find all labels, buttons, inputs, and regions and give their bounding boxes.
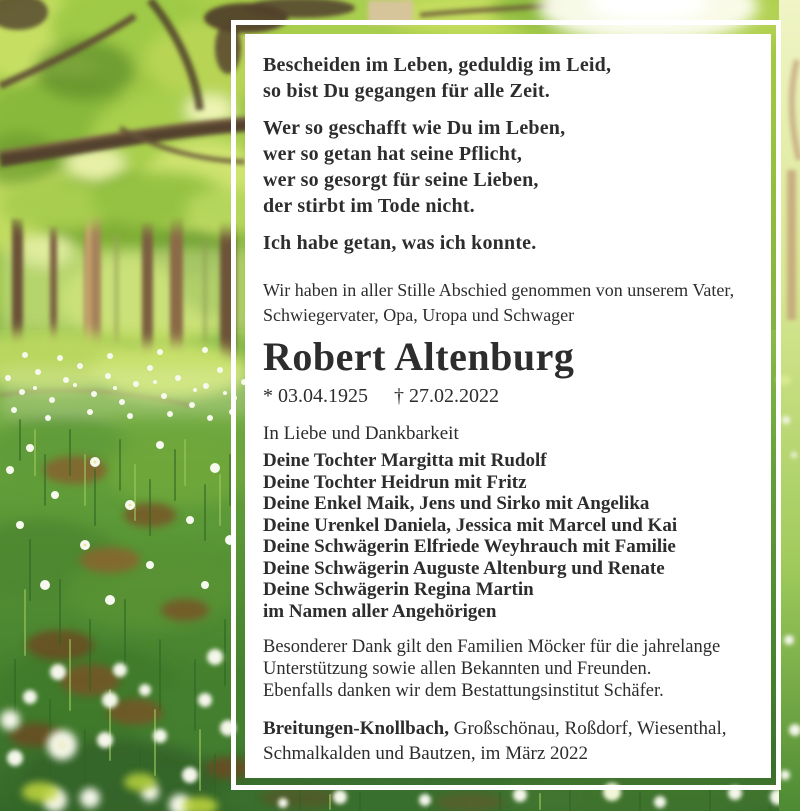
thanks-line: Unterstützung sowie allen Bekannten und Freunden. — [263, 659, 652, 679]
mourner-line: Deine Tochter Margitta mit Rudolf — [263, 450, 547, 471]
birth-date: * 03.04.1925 — [263, 385, 368, 407]
mourners-list — [263, 450, 757, 622]
mourner-line: im Namen aller Angehörigen — [263, 600, 497, 622]
poem-line: Wer so geschafft wie Du im Leben, — [263, 117, 566, 139]
mourner-line: Deine Schwägerin Auguste Altenburg und Renate — [263, 557, 665, 579]
poem-stanza-1 — [263, 52, 757, 104]
thanks-text — [263, 636, 757, 702]
life-dates — [263, 384, 757, 408]
poem-line: Ich habe getan, was ich konnte. — [263, 232, 537, 254]
death-date: † 27.02.2022 — [394, 385, 499, 407]
poem-line: so bist Du gegangen für alle Zeit. — [263, 80, 550, 102]
thanks-line: Ebenfalls danken wir dem Bestattungsinstitut Schäfer. — [263, 681, 664, 701]
places-date — [263, 716, 757, 766]
thanks-line: Besonderer Dank gilt den Familien Möcker für die jahrelange — [263, 637, 721, 657]
poem-line: wer so gesorgt für seine Lieben, — [263, 169, 539, 191]
memorial-poem — [263, 52, 757, 256]
places-line-2: Schmalkalden und Bautzen, im März 2022 — [263, 743, 589, 764]
mourner-line: Deine Tochter Heidrun mit Fritz — [263, 471, 527, 493]
places-rest: Großschönau, Roßdorf, Wiesenthal, — [453, 718, 727, 739]
places-bold: Breitungen-Knollbach, — [263, 718, 449, 739]
poem-stanza-2 — [263, 115, 757, 219]
mourner-line: Deine Schwägerin Regina Martin — [263, 579, 534, 600]
poem-line: wer so getan hat seine Pflicht, — [263, 143, 523, 165]
announcement-line: Wir haben in aller Stille Abschied genommen von unserem Vater, — [263, 280, 735, 300]
announcement-line: Schwiegervater, Opa, Uropa und Schwager — [263, 305, 575, 325]
poem-stanza-3 — [263, 230, 757, 256]
obituary-card — [245, 34, 771, 778]
announcement-text — [263, 278, 757, 328]
poem-line: Bescheiden im Leben, geduldig im Leid, — [263, 54, 612, 76]
poem-line: der stirbt im Tode nicht. — [263, 195, 475, 217]
places-line-1 — [263, 716, 757, 741]
closing-line: In Liebe und Dankbarkeit — [263, 423, 459, 444]
deceased-name: Robert Altenburg — [263, 334, 575, 379]
mourner-line: Deine Enkel Maik, Jens und Sirko mit Angelika — [263, 493, 650, 514]
mourner-line: Deine Urenkel Daniela, Jessica mit Marcel und Kai — [263, 514, 678, 536]
mourner-line: Deine Schwägerin Elfriede Weyhrauch mit Familie — [263, 536, 676, 557]
